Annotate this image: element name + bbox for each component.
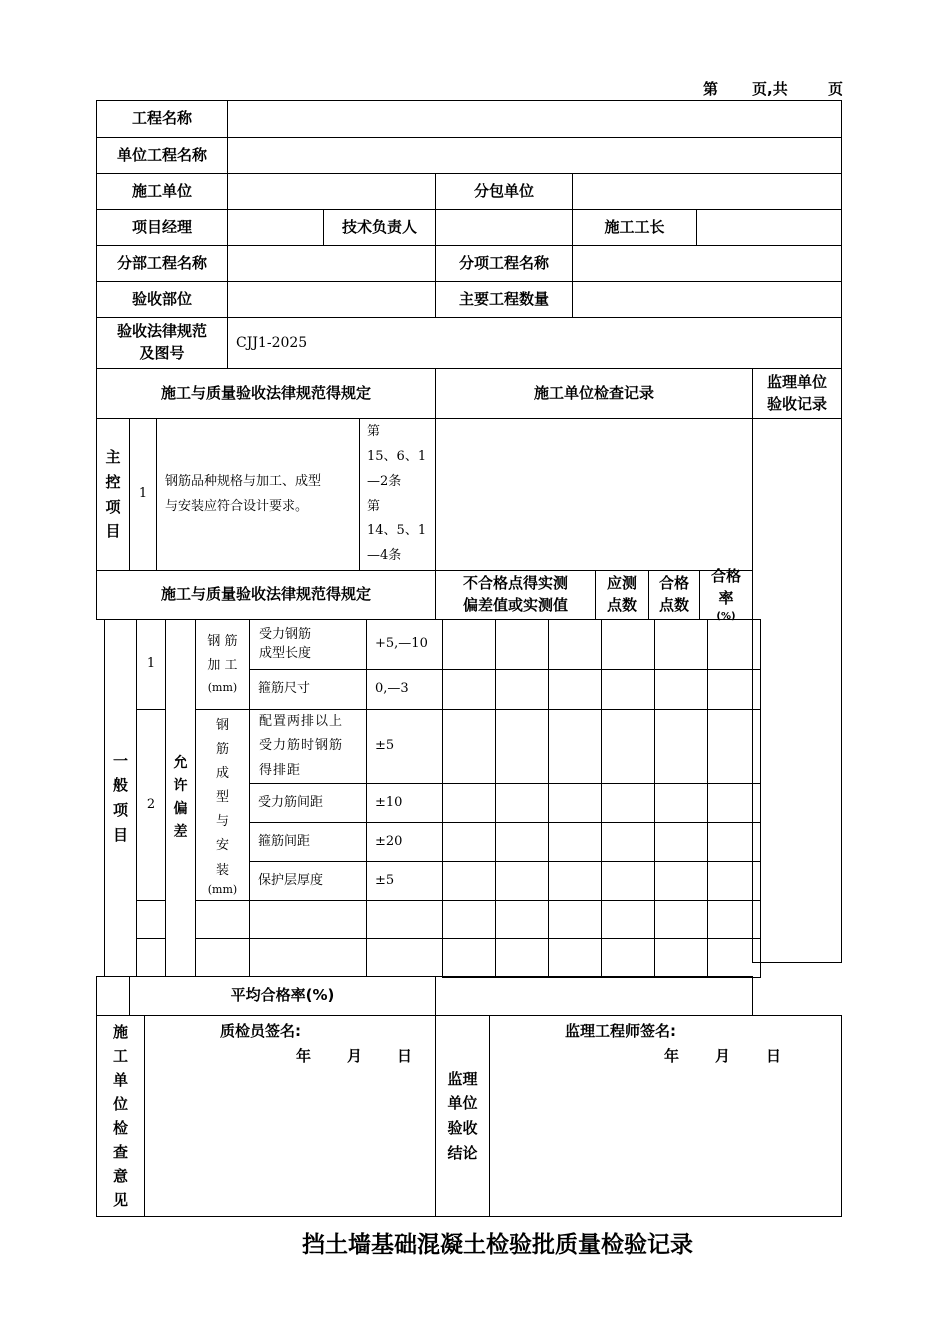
construction-opinion-label: 施 工 单 位 检 查 意 见 bbox=[96, 1015, 145, 1217]
measurement-cell[interactable] bbox=[654, 619, 708, 670]
group2-row4-item: 保护层厚度 bbox=[249, 861, 367, 901]
measurement-cell[interactable] bbox=[601, 619, 655, 670]
measurement-cell[interactable] bbox=[548, 709, 602, 784]
standard-value: CJJ1-2025 bbox=[227, 317, 842, 369]
main-check-record-field[interactable] bbox=[435, 418, 753, 571]
document-title: 挡土墙基础混凝土检验批质量检验记录 bbox=[302, 1232, 693, 1258]
measurement-cell[interactable] bbox=[548, 900, 602, 939]
measurement-cell[interactable] bbox=[442, 822, 496, 862]
group2-row1-item: 配置两排以上 受力筋时钢筋 得排距 bbox=[249, 709, 367, 784]
label-subitem-name: 分项工程名称 bbox=[435, 245, 573, 282]
measurement-cell[interactable] bbox=[495, 900, 549, 939]
label-subcontract-unit: 分包单位 bbox=[435, 173, 573, 210]
measurement-cell[interactable] bbox=[707, 938, 761, 978]
group2-row1-value: ±5 bbox=[366, 709, 443, 784]
inspector-date-month: 月 bbox=[347, 1047, 363, 1065]
page-indicator-ye: 页 bbox=[828, 80, 844, 98]
extra-row-1-item[interactable] bbox=[249, 900, 367, 939]
group1-no: 1 bbox=[136, 619, 166, 710]
main-control-label: 主 控 项 目 bbox=[96, 418, 130, 571]
group2-no: 2 bbox=[136, 709, 166, 901]
measurement-cell[interactable] bbox=[442, 861, 496, 901]
measurement-cell[interactable] bbox=[442, 900, 496, 939]
label-project-manager: 项目经理 bbox=[96, 209, 228, 246]
field-acceptance-part[interactable] bbox=[227, 281, 436, 318]
measurement-cell[interactable] bbox=[654, 861, 708, 901]
measurement-cell[interactable] bbox=[442, 619, 496, 670]
label-standard: 验收法律规范 及图号 bbox=[96, 317, 228, 369]
label-main-quantity: 主要工程数量 bbox=[435, 281, 573, 318]
label-acceptance-part: 验收部位 bbox=[96, 281, 228, 318]
label-project-name: 工程名称 bbox=[96, 100, 228, 138]
label-site-foreman: 施工工长 bbox=[572, 209, 697, 246]
supervision-record-field[interactable] bbox=[752, 418, 842, 963]
check-record-header: 施工单位检查记录 bbox=[435, 368, 753, 419]
measurement-cell[interactable] bbox=[442, 709, 496, 784]
measurement-cell[interactable] bbox=[495, 709, 549, 784]
general-items-label: 一 般 项 目 bbox=[104, 619, 137, 977]
group2-row2-value: ±10 bbox=[366, 783, 443, 823]
label-division-name: 分部工程名称 bbox=[96, 245, 228, 282]
measurement-cell[interactable] bbox=[442, 938, 496, 978]
supervision-conclusion-label: 监理 单位 验收 结论 bbox=[435, 1015, 490, 1217]
extra-row-2-item[interactable] bbox=[249, 938, 367, 977]
measurement-cell[interactable] bbox=[495, 822, 549, 862]
measurement-cell[interactable] bbox=[654, 709, 708, 784]
main-spec-header: 施工与质量验收法律规范得规定 bbox=[96, 368, 436, 419]
group2-row3-value: ±20 bbox=[366, 822, 443, 862]
measurement-cell[interactable] bbox=[601, 861, 655, 901]
group2-name: 钢 筋 成 型 与 安 装 (mm) bbox=[195, 709, 250, 901]
label-unit-project-name: 单位工程名称 bbox=[96, 137, 228, 174]
group2-row2-item: 受力筋间距 bbox=[249, 783, 367, 823]
measurement-cell[interactable] bbox=[548, 669, 602, 710]
main-item-text: 钢筋品种规格与加工、成型 与安装应符合设计要求。 bbox=[156, 418, 360, 571]
measurement-cell[interactable] bbox=[707, 709, 761, 784]
tolerance-label: 允 许 偏 差 bbox=[165, 619, 196, 977]
extra-row-2-name[interactable] bbox=[195, 938, 250, 977]
measurement-cell[interactable] bbox=[495, 783, 549, 823]
main-item-clause: 第 15、6、1 —2条 第 14、5、1 —4条 bbox=[359, 418, 436, 571]
field-site-foreman[interactable] bbox=[696, 209, 842, 246]
group1-row1-value: +5,—10 bbox=[366, 619, 443, 670]
engineer-date-day: 日 bbox=[766, 1047, 782, 1065]
page-indicator-di: 第 bbox=[703, 80, 719, 98]
measurement-cell[interactable] bbox=[707, 619, 761, 670]
deviation-header: 不合格点得实测 偏差值或实测值 bbox=[435, 570, 596, 620]
measurement-cell[interactable] bbox=[707, 861, 761, 901]
supervision-record-header: 监理单位 验收记录 bbox=[752, 368, 842, 419]
measurement-cell[interactable] bbox=[548, 619, 602, 670]
extra-row-1-no[interactable] bbox=[136, 900, 166, 939]
measurement-cell[interactable] bbox=[654, 938, 708, 978]
measurement-cell[interactable] bbox=[601, 938, 655, 978]
measurement-cell[interactable] bbox=[548, 783, 602, 823]
main-item-no: 1 bbox=[129, 418, 157, 571]
group2-row3-item: 箍筋间距 bbox=[249, 822, 367, 862]
label-construction-unit: 施工单位 bbox=[96, 173, 228, 210]
inspector-sign-label: 质检员签名: bbox=[220, 1022, 301, 1040]
field-project-manager[interactable] bbox=[227, 209, 324, 246]
field-division-name[interactable] bbox=[227, 245, 436, 282]
measurement-cell[interactable] bbox=[601, 669, 655, 710]
field-subitem-name[interactable] bbox=[572, 245, 842, 282]
measurement-cell[interactable] bbox=[548, 861, 602, 901]
measurement-cell[interactable] bbox=[601, 709, 655, 784]
group2-row4-value: ±5 bbox=[366, 861, 443, 901]
field-subcontract-unit[interactable] bbox=[572, 173, 842, 210]
should-points-header: 应测 点数 bbox=[595, 570, 649, 620]
avg-pass-rate-field[interactable] bbox=[435, 976, 753, 1016]
measurement-cell[interactable] bbox=[495, 938, 549, 978]
field-tech-lead[interactable] bbox=[435, 209, 573, 246]
field-construction-unit[interactable] bbox=[227, 173, 436, 210]
engineer-sign-label: 监理工程师签名: bbox=[565, 1022, 676, 1040]
extra-row-2-no[interactable] bbox=[136, 938, 166, 977]
extra-row-2-value[interactable] bbox=[366, 938, 443, 977]
measurement-cell[interactable] bbox=[654, 822, 708, 862]
measurement-cell[interactable] bbox=[601, 822, 655, 862]
measurement-cell[interactable] bbox=[707, 900, 761, 939]
pass-rate-header: 合格 率 (%) bbox=[699, 570, 753, 620]
measurement-cell[interactable] bbox=[495, 861, 549, 901]
measurement-cell[interactable] bbox=[707, 783, 761, 823]
inspector-date-year: 年 bbox=[296, 1047, 312, 1065]
measurement-cell[interactable] bbox=[442, 669, 496, 710]
measurement-cell[interactable] bbox=[495, 669, 549, 710]
measurement-cell[interactable] bbox=[601, 783, 655, 823]
group1-name: 钢 筋 加 工 (mm) bbox=[195, 619, 250, 710]
field-project-name[interactable] bbox=[227, 100, 842, 138]
extra-row-1-value[interactable] bbox=[366, 900, 443, 939]
group1-row2-value: 0,—3 bbox=[366, 669, 443, 710]
measurement-cell[interactable] bbox=[548, 938, 602, 978]
measurement-cell[interactable] bbox=[707, 669, 761, 710]
measurement-cell[interactable] bbox=[601, 900, 655, 939]
group1-row2-item: 箍筋尺寸 bbox=[249, 669, 367, 710]
avg-row-blank bbox=[96, 976, 130, 1016]
extra-row-1-name[interactable] bbox=[195, 900, 250, 939]
field-main-quantity[interactable] bbox=[572, 281, 842, 318]
measurement-cell[interactable] bbox=[495, 619, 549, 670]
engineer-date-month: 月 bbox=[715, 1047, 731, 1065]
inspector-date-day: 日 bbox=[397, 1047, 413, 1065]
avg-pass-rate-label: 平均合格率(%) bbox=[129, 976, 436, 1016]
pass-points-header: 合格 点数 bbox=[648, 570, 700, 620]
construction-opinion-field[interactable] bbox=[144, 1015, 436, 1217]
group1-row1-item: 受力钢筋 成型长度 bbox=[249, 619, 367, 670]
measurement-cell[interactable] bbox=[654, 783, 708, 823]
page-indicator-ye-gong: 页,共 bbox=[752, 80, 788, 98]
engineer-date-year: 年 bbox=[664, 1047, 680, 1065]
measurement-cell[interactable] bbox=[707, 822, 761, 862]
general-spec-header: 施工与质量验收法律规范得规定 bbox=[96, 570, 436, 620]
measurement-cell[interactable] bbox=[654, 669, 708, 710]
measurement-cell[interactable] bbox=[654, 900, 708, 939]
measurement-cell[interactable] bbox=[548, 822, 602, 862]
measurement-cell[interactable] bbox=[442, 783, 496, 823]
label-tech-lead: 技术负责人 bbox=[323, 209, 436, 246]
field-unit-project-name[interactable] bbox=[227, 137, 842, 174]
